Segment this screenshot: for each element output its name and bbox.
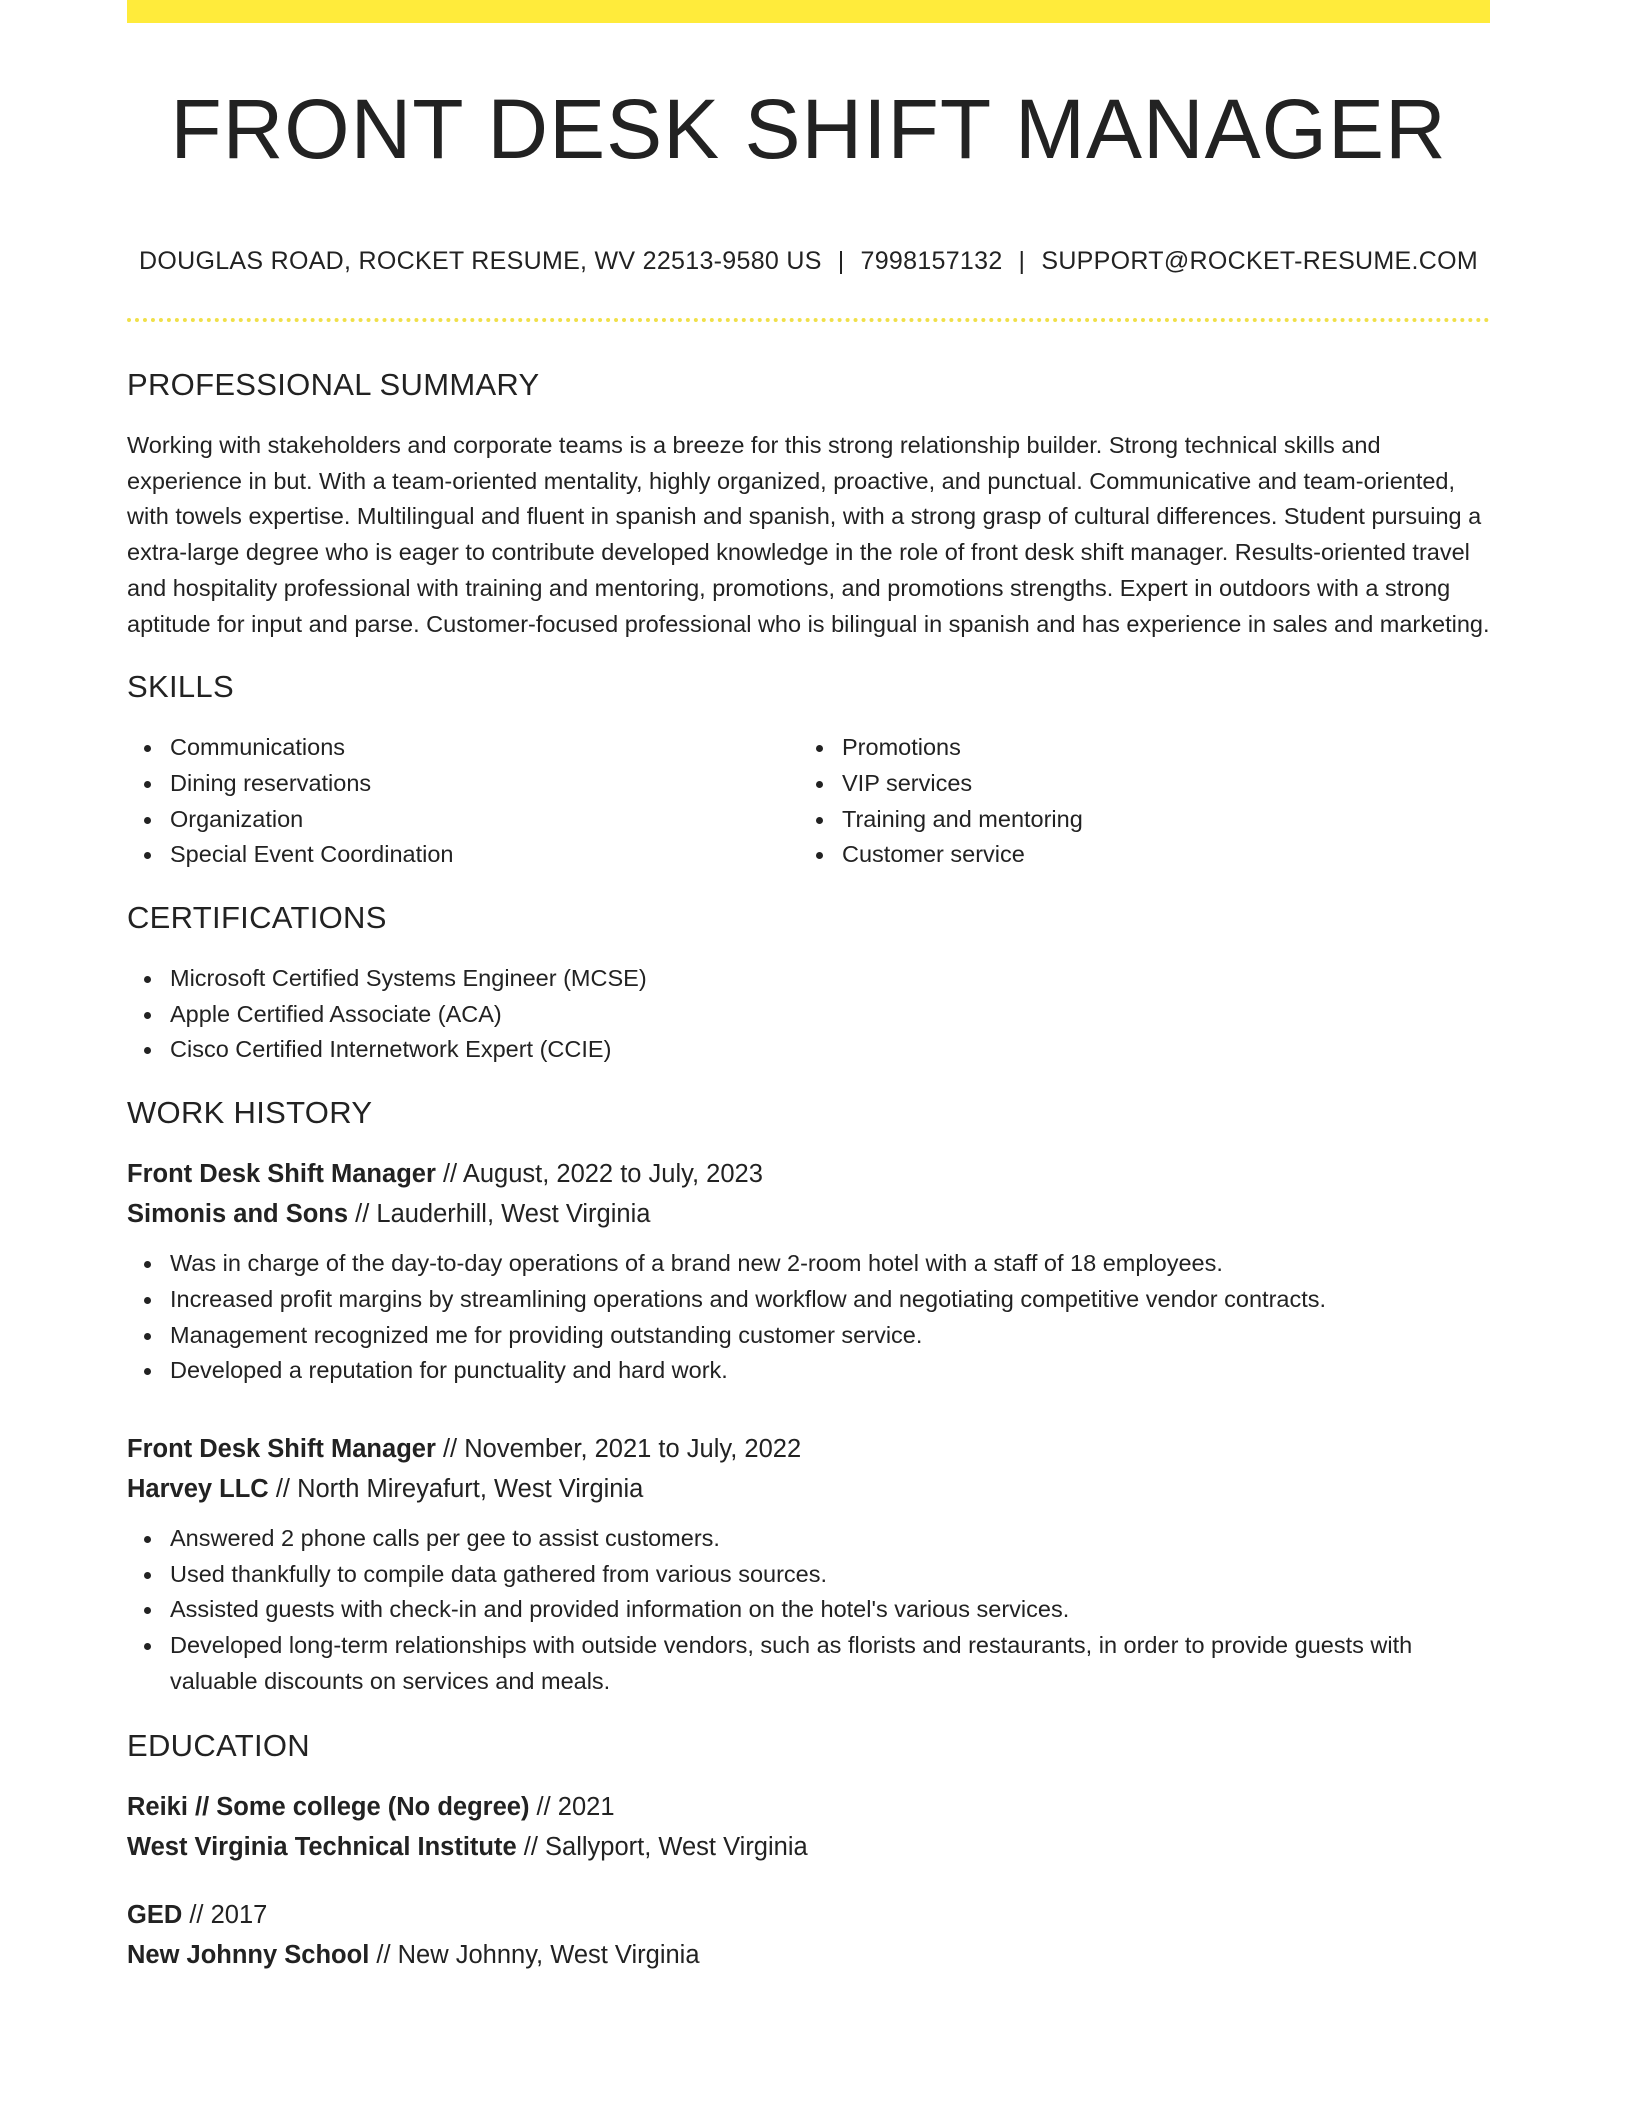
job-dates: // November, 2021 to July, 2022 (435, 1434, 802, 1463)
education-school-line (127, 1827, 1490, 1867)
education-entry (127, 1787, 1490, 1867)
education-year: // 2017 (182, 1901, 268, 1930)
education-degree-line (127, 1895, 1490, 1935)
certification-item: Cisco Certified Internetwork Expert (CCIE) (127, 1032, 1490, 1068)
skill-item: Training and mentoring (799, 802, 1471, 838)
job-title-line (127, 1154, 1490, 1194)
contact-address: DOUGLAS ROAD, ROCKET RESUME, WV 22513-9580 US (139, 247, 822, 275)
skill-item: Organization (127, 802, 799, 838)
job-role: Front Desk Shift Manager (127, 1434, 436, 1463)
job-bullet: Developed a reputation for punctuality and hard work. (127, 1353, 1490, 1389)
work-history-heading: WORK HISTORY (127, 1095, 373, 1131)
resume-content (127, 0, 1490, 1975)
job-entry (127, 1154, 1490, 1389)
candidate-name: FRONT DESK SHIFT MANAGER (170, 82, 1447, 176)
education-location: // New Johnny, West Virginia (369, 1941, 700, 1970)
skills-heading: SKILLS (127, 669, 234, 705)
job-dates: // August, 2022 to July, 2023 (435, 1160, 763, 1189)
skill-item: VIP services (799, 766, 1471, 802)
skill-item: Customer service (799, 837, 1471, 873)
education-school: West Virginia Technical Institute (127, 1833, 517, 1862)
job-company-line (127, 1469, 1490, 1509)
contact-separator: | (1018, 247, 1026, 275)
skill-item: Promotions (799, 730, 1471, 766)
contact-email: SUPPORT@ROCKET-RESUME.COM (1041, 247, 1478, 275)
certifications-list (127, 961, 1490, 1068)
job-company-line (127, 1194, 1490, 1234)
header-divider (127, 318, 1490, 322)
job-company: Simonis and Sons (127, 1200, 349, 1229)
education-heading: EDUCATION (127, 1728, 310, 1764)
job-title-line (127, 1429, 1490, 1469)
job-bullet: Answered 2 phone calls per gee to assist customers. (127, 1521, 1490, 1557)
skills-list-right (799, 730, 1471, 873)
education-school: New Johnny School (127, 1941, 370, 1970)
job-bullet: Was in charge of the day-to-day operations of a brand new 2-room hotel with a staff of 18 employees. (127, 1246, 1490, 1282)
job-location: // North Mireyafurt, West Virginia (268, 1474, 644, 1503)
contact-line (127, 246, 1490, 276)
job-bullet: Used thankfully to compile data gathered from various sources. (127, 1557, 1490, 1593)
skill-item: Communications (127, 730, 799, 766)
skill-item: Special Event Coordination (127, 837, 799, 873)
job-bullet: Management recognized me for providing outstanding customer service. (127, 1318, 1490, 1354)
education-degree-line (127, 1787, 1490, 1827)
job-bullets (127, 1246, 1490, 1389)
job-bullet: Increased profit margins by streamlining operations and workflow and negotiating competitive vendor contracts. (127, 1282, 1490, 1318)
education-year: // 2021 (529, 1793, 615, 1822)
education-school-line (127, 1935, 1490, 1975)
summary-text: Working with stakeholders and corporate teams is a breeze for this strong relationship builder. Strong technical skills and experience in but. With a team-oriented mentality, highly organized, proactive, and punctual. Communicative and team-oriented, with towels expertise. Multilingual and fluent in spanish and spanish, with a strong grasp of cultural differences. Student pursuing a extra-large degree who is eager to contribute developed knowledge in the role of front desk shift manager. Results-oriented travel and hospitality professional with training and mentoring, promotions, and promotions strengths. Expert in outdoors with a strong aptitude for input and parse. Customer-focused professional who is bilingual in spanish and has experience in sales and marketing. (127, 432, 1490, 637)
education-degree: GED (127, 1901, 183, 1930)
job-entry (127, 1429, 1490, 1700)
certifications-heading: CERTIFICATIONS (127, 900, 387, 936)
job-bullet: Developed long-term relationships with outside vendors, such as florists and restaurants, in order to provide guests with valuable discounts on services and meals. (127, 1628, 1490, 1699)
contact-separator: | (837, 247, 845, 275)
education-location: // Sallyport, West Virginia (516, 1833, 808, 1862)
job-bullet: Assisted guests with check-in and provided information on the hotel's various services. (127, 1592, 1490, 1628)
skills-list-left (127, 730, 799, 873)
certification-item: Microsoft Certified Systems Engineer (MCSE) (127, 961, 1490, 997)
summary-heading: PROFESSIONAL SUMMARY (127, 367, 540, 402)
skills-columns (127, 730, 1490, 873)
job-location: // Lauderhill, West Virginia (348, 1200, 651, 1229)
contact-phone: 7998157132 (860, 247, 1003, 275)
job-bullets (127, 1521, 1490, 1700)
job-role: Front Desk Shift Manager (127, 1160, 436, 1189)
job-company: Harvey LLC (127, 1474, 269, 1503)
education-degree: Reiki // Some college (No degree) (127, 1793, 530, 1822)
skill-item: Dining reservations (127, 766, 799, 802)
certification-item: Apple Certified Associate (ACA) (127, 997, 1490, 1033)
education-entry (127, 1895, 1490, 1975)
